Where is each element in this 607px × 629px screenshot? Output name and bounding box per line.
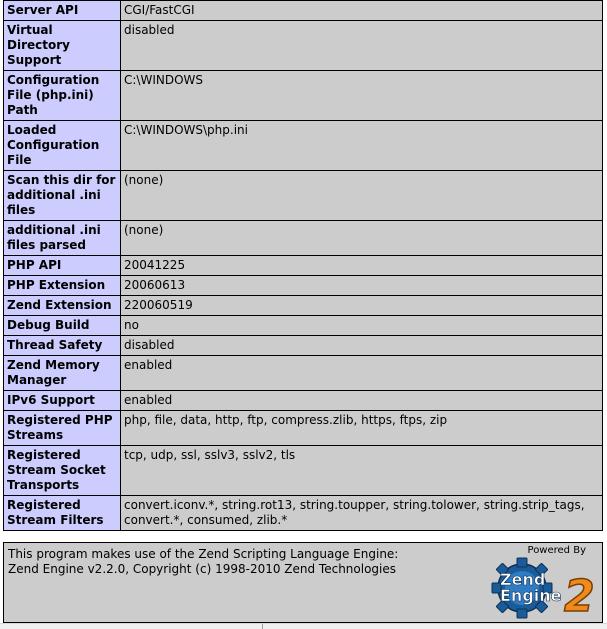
powered-by-label: Powered By <box>527 545 586 556</box>
zend-engine-info-box <box>3 542 603 623</box>
row-label-ipv6-support: IPv6 Support <box>4 391 121 411</box>
table-row <box>4 21 603 71</box>
row-label-registered-php-streams: Registered PHP Streams <box>4 411 121 446</box>
table-row <box>4 496 603 531</box>
row-value-zend-memory-manager: enabled <box>121 356 603 391</box>
row-value-thread-safety: disabled <box>121 336 603 356</box>
row-label-debug-build: Debug Build <box>4 316 121 336</box>
row-value-debug-build: no <box>121 316 603 336</box>
row-value-php-extension: 20060613 <box>121 276 603 296</box>
row-label-registered-stream-filters: Registered Stream Filters <box>4 496 121 531</box>
row-value-server-api: CGI/FastCGI <box>121 1 603 21</box>
row-label-loaded-configuration-file: Loaded Configuration File <box>4 121 121 171</box>
row-value-php-api: 20041225 <box>121 256 603 276</box>
row-label-zend-memory-manager: Zend Memory Manager <box>4 356 121 391</box>
row-label-registered-stream-socket-transports: Registered Stream Socket Transports <box>4 446 121 496</box>
zend-logo-number: 2 <box>564 571 595 621</box>
bottom-scroll-strip <box>0 623 607 629</box>
table-row <box>4 221 603 256</box>
zend-logo-word-zend: Zend <box>500 570 546 589</box>
zend-logo-word-engine: Engine <box>500 586 562 605</box>
table-row <box>4 171 603 221</box>
row-label-zend-extension: Zend Extension <box>4 296 121 316</box>
row-value-loaded-configuration-file: C:\WINDOWS\php.ini <box>121 121 603 171</box>
table-row <box>4 276 603 296</box>
row-label-additional-ini-files: additional .ini files parsed <box>4 221 121 256</box>
row-label-php-api: PHP API <box>4 256 121 276</box>
table-row <box>4 356 603 391</box>
zend-engine-line-2: Zend Engine v2.2.0, Copyright (c) 1998-2010 Zend Technologies <box>8 562 397 576</box>
table-row <box>4 411 603 446</box>
row-value-ipv6-support: enabled <box>121 391 603 411</box>
zend-engine-text <box>8 547 448 577</box>
php-info-table <box>3 0 603 531</box>
row-value-registered-stream-socket-transports: tcp, udp, ssl, sslv3, sslv2, tls <box>121 446 603 496</box>
table-row <box>4 316 603 336</box>
row-value-registered-php-streams: php, file, data, http, ftp, compress.zlib, https, ftps, zip <box>121 411 603 446</box>
row-label-server-api: Server API <box>4 1 121 21</box>
row-value-scan-dir: (none) <box>121 171 603 221</box>
row-value-configuration-file-path: C:\WINDOWS <box>121 71 603 121</box>
row-label-scan-dir: Scan this dir for additional .ini files <box>4 171 121 221</box>
table-row <box>4 121 603 171</box>
row-value-virtual-directory-support: disabled <box>121 21 603 71</box>
table-row <box>4 256 603 276</box>
row-value-registered-stream-filters: convert.iconv.*, string.rot13, string.toupper, string.tolower, string.strip_tags, convert.*, consumed, zlib.* <box>121 496 603 531</box>
zend-engine-logo[interactable] <box>482 543 600 621</box>
table-row <box>4 391 603 411</box>
row-value-zend-extension: 220060519 <box>121 296 603 316</box>
row-label-php-extension: PHP Extension <box>4 276 121 296</box>
row-label-virtual-directory-support: Virtual Directory Support <box>4 21 121 71</box>
table-row <box>4 296 603 316</box>
bottom-strip-divider <box>262 624 263 629</box>
table-row <box>4 446 603 496</box>
table-row <box>4 336 603 356</box>
zend-engine-line-1: This program makes use of the Zend Scripting Language Engine: <box>8 547 399 561</box>
table-row <box>4 71 603 121</box>
php-info-table-body <box>4 0 603 531</box>
row-value-additional-ini-files: (none) <box>121 221 603 256</box>
row-label-thread-safety: Thread Safety <box>4 336 121 356</box>
row-label-configuration-file-path: Configuration File (php.ini) Path <box>4 71 121 121</box>
table-row <box>4 1 603 21</box>
